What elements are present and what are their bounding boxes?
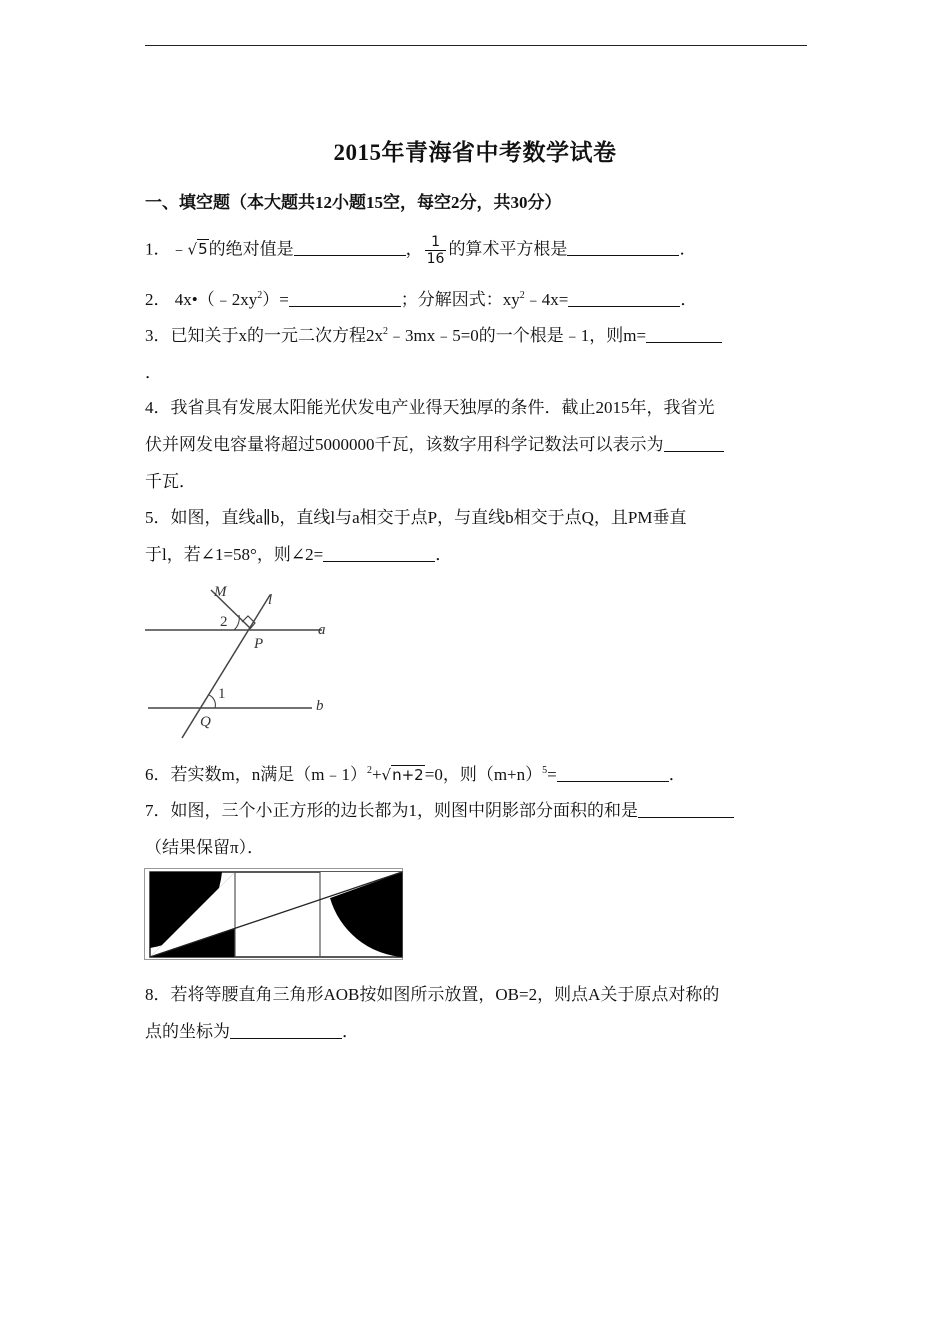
question-5-line-1: 5．如图，直线a∥b，直线l与a相交于点P，与直线b相交于点Q，且PM垂直 [145, 508, 687, 527]
question-3-end: ． [145, 363, 162, 382]
answer-blank[interactable] [294, 239, 406, 256]
angle-1-arc [209, 695, 215, 708]
label-l: l [268, 592, 273, 608]
answer-blank[interactable] [568, 290, 680, 307]
question-4-line-1: 4．我省具有发展太阳能光伏发电产业得天独厚的条件．截止2015年，我省光 [145, 398, 715, 417]
question-2: 2． $4x•(﹣2xy^2)=$ ；分解因式：$xy^2﹣4x=$ ． [145, 290, 698, 309]
answer-blank[interactable] [646, 326, 722, 343]
three-squares-figure [144, 868, 404, 960]
fraction: $\frac{1}{16}$ [426, 234, 445, 267]
answer-blank[interactable] [230, 1022, 342, 1039]
question-8-line-1: 8．若将等腰直角三角形AOB按如图所示放置，OB=2，则点A关于原点对称的 [145, 985, 720, 1004]
question-3: 3．已知关于x的一元二次方程$2x^2﹣3mx﹣5=0$的一个根是﹣1，则m= [145, 321, 722, 346]
label-q: Q [200, 714, 211, 730]
answer-blank[interactable] [638, 801, 734, 818]
question-5-line-2: 于l，若∠1=58°，则∠2= ． [145, 545, 453, 564]
question-7-line-2: （结果保留π）． [145, 838, 265, 857]
parallel-lines-figure [140, 578, 340, 743]
sqrt-symbol: √ [187, 240, 198, 259]
question-1: 1．﹣√5的绝对值是 ， $\frac{1}{16}$ 的算术平方根是 ． [145, 234, 697, 267]
answer-blank[interactable] [289, 290, 401, 307]
question-4-line-2: 伏并网发电容量将超过5000000千瓦，该数字用科学记数法可以表示为 [145, 430, 724, 455]
label-angle-1: 1 [218, 686, 226, 702]
answer-blank[interactable] [567, 239, 679, 256]
label-m: M [214, 584, 227, 600]
sqrt-symbol: √ [381, 766, 392, 784]
question-6: 6．若实数m，n满足（m﹣1）$^2$+√n+2=0，则$(m+n)^5=$ ． [145, 765, 686, 784]
answer-blank[interactable] [557, 765, 669, 782]
label-angle-2: 2 [220, 614, 228, 630]
question-7-line-1: 7．如图，三个小正方形的边长都为1，则图中阴影部分面积的和是 [145, 796, 734, 821]
question-4-line-3: 千瓦． [145, 472, 196, 491]
section-heading: 一、填空题（本大题共12小题15空，每空2分，共30分） [145, 193, 562, 212]
page-title: 2015年青海省中考数学试卷 [333, 140, 617, 165]
answer-blank[interactable] [664, 435, 724, 452]
label-b: b [316, 698, 324, 714]
answer-blank[interactable] [323, 545, 435, 562]
label-p: P [254, 636, 264, 652]
label-a: a [318, 622, 326, 638]
header-rule [145, 45, 807, 46]
question-8-line-2: 点的坐标为 ． [145, 1022, 359, 1041]
